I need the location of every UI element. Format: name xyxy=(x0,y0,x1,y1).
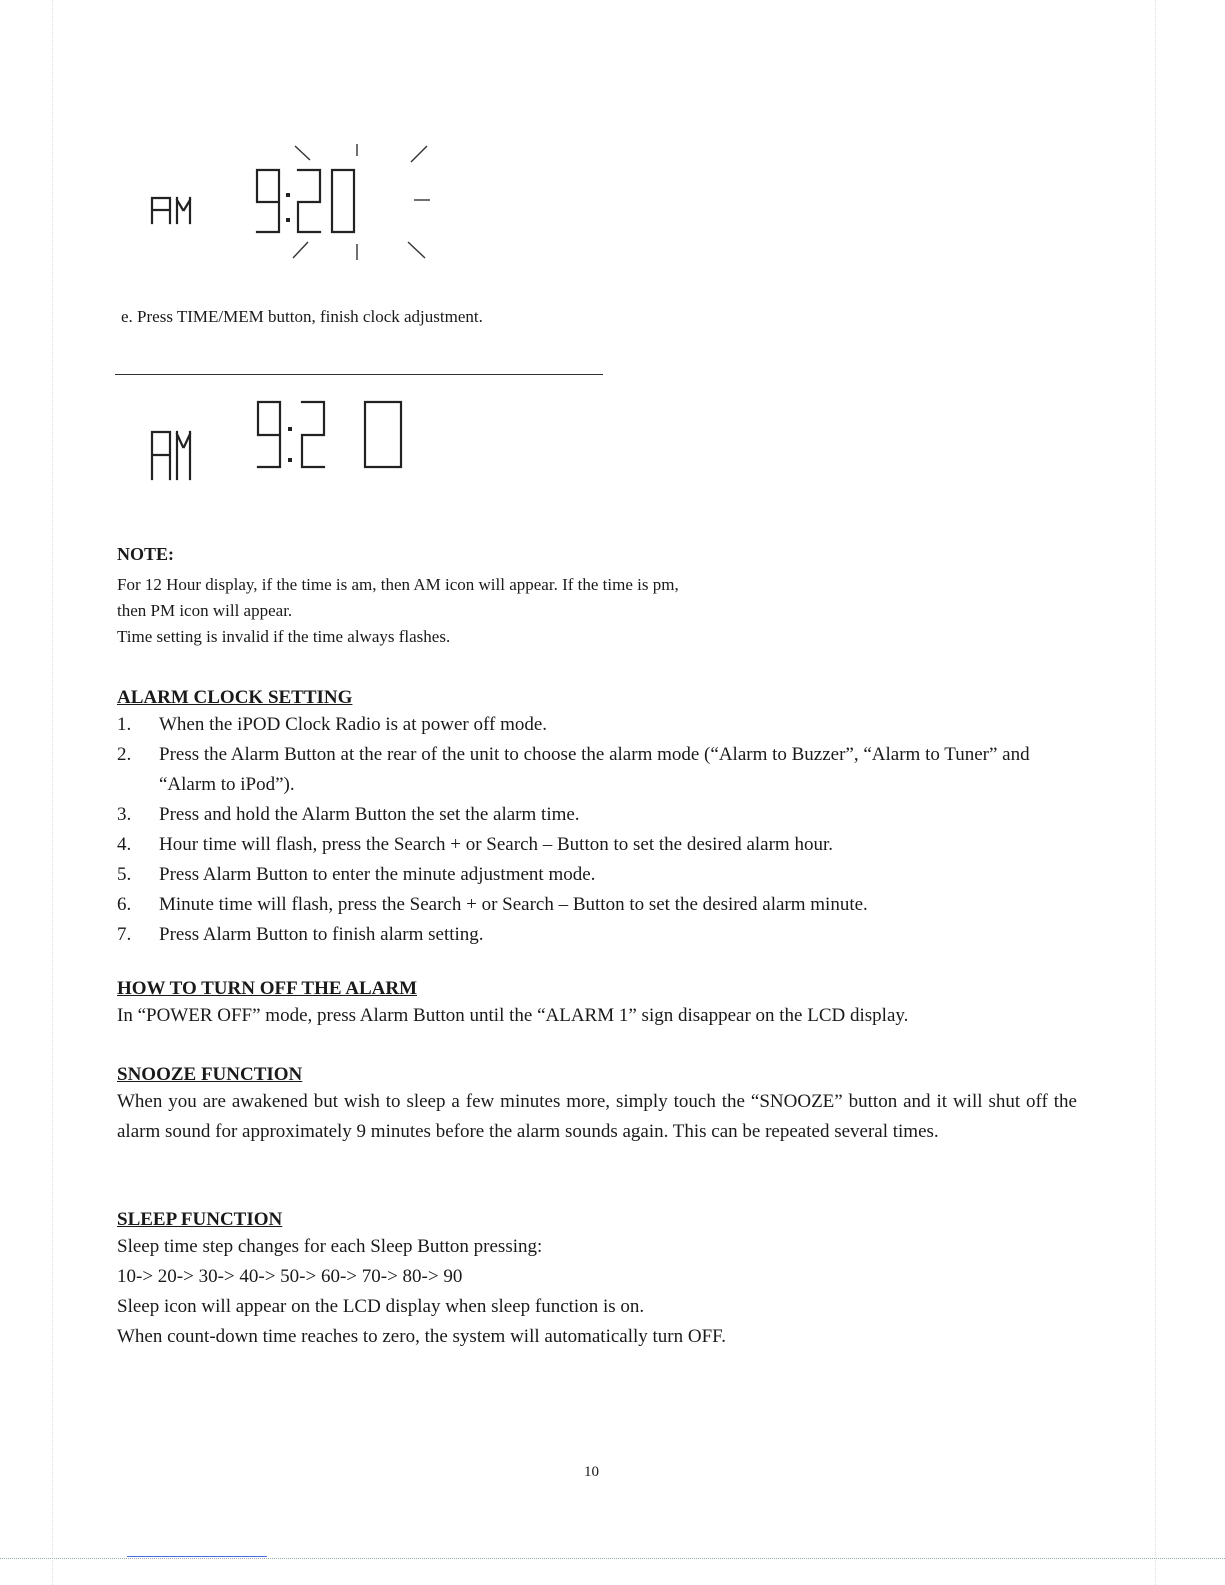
digit-2-icon xyxy=(302,402,324,467)
page-bottom-edge xyxy=(0,1558,1225,1559)
digit-0-icon xyxy=(332,170,354,232)
section-heading: HOW TO TURN OFF THE ALARM xyxy=(117,978,418,999)
step-text: Press Alarm Button to enter the minute adjustment mode. xyxy=(159,864,596,885)
am-indicator-icon xyxy=(152,432,190,479)
section-text: When you are awakened but wish to sleep a few minutes more, simply touch the “SNOOZE” button and it will shut off the alarm sound for approximately 9 minutes before the alarm sounds again. This can be repeated several times. xyxy=(117,1091,1077,1142)
section-heading: SLEEP FUNCTION xyxy=(117,1209,283,1230)
sleep-function-section xyxy=(117,1208,1077,1352)
list-item xyxy=(117,920,1077,950)
section-line: When count-down time reaches to zero, the system will automatically turn OFF. xyxy=(117,1326,726,1347)
digit-9-icon xyxy=(257,170,279,232)
step-text: Press Alarm Button to finish alarm setting. xyxy=(159,924,484,945)
snooze-function-section xyxy=(117,1063,1077,1147)
am-indicator-icon xyxy=(152,198,190,223)
list-item xyxy=(117,800,1077,830)
lcd-9-20-flashing-graphic xyxy=(140,140,440,270)
step-number: 3. xyxy=(117,804,132,825)
lcd-display-steady xyxy=(140,395,440,485)
note-line: then PM icon will appear. xyxy=(117,601,293,620)
alarm-clock-setting-section xyxy=(117,686,1077,950)
step-number: 6. xyxy=(117,894,132,915)
digit-0-icon xyxy=(365,402,401,467)
note-line: For 12 Hour display, if the time is am, then AM icon will appear. If the time is pm, xyxy=(117,575,679,594)
section-line: 10-> 20-> 30-> 40-> 50-> 60-> 70-> 80-> 90 xyxy=(117,1266,463,1287)
step-number: 7. xyxy=(117,924,132,945)
step-text: Minute time will flash, press the Search + or Search – Button to set the desired alarm minute. xyxy=(159,894,868,915)
turn-off-alarm-section xyxy=(117,977,1077,1031)
section-line: Sleep icon will appear on the LCD display when sleep function is on. xyxy=(117,1296,645,1317)
digit-9-icon xyxy=(258,402,280,467)
step-number: 1. xyxy=(117,714,132,735)
step-text: Press the Alarm Button at the rear of the unit to choose the alarm mode (“Alarm to Buzzer”, “Alarm to Tuner” and “Alarm to iPod”). xyxy=(159,744,1030,795)
lcd-9-20-steady-graphic xyxy=(140,395,440,485)
step-text: Hour time will flash, press the Search + or Search – Button to set the desired alarm hour. xyxy=(159,834,833,855)
section-text: In “POWER OFF” mode, press Alarm Button until the “ALARM 1” sign disappear on the LCD display. xyxy=(117,1005,909,1026)
section-heading: SNOOZE FUNCTION xyxy=(117,1064,303,1085)
page-edge-right xyxy=(1155,0,1156,1585)
step-text: Press and hold the Alarm Button the set the alarm time. xyxy=(159,804,580,825)
section-line: Sleep time step changes for each Sleep Button pressing: xyxy=(117,1236,543,1257)
list-item xyxy=(117,710,1077,740)
step-number: 5. xyxy=(117,864,132,885)
list-item xyxy=(117,890,1077,920)
step-e-instruction: e. Press TIME/MEM button, finish clock adjustment. xyxy=(121,307,483,326)
note-section xyxy=(117,542,1017,650)
list-item xyxy=(117,830,1077,860)
step-number: 4. xyxy=(117,834,132,855)
step-text: When the iPOD Clock Radio is at power off mode. xyxy=(159,714,548,735)
step-number: 2. xyxy=(117,744,132,765)
section-heading: ALARM CLOCK SETTING xyxy=(117,687,353,708)
lcd-display-flashing xyxy=(140,140,440,270)
alarm-steps-list xyxy=(117,710,1077,950)
list-item xyxy=(117,740,1077,800)
list-item xyxy=(117,860,1077,890)
digit-2-icon xyxy=(298,170,320,232)
divider-line xyxy=(115,374,603,375)
note-line: Time setting is invalid if the time always flashes. xyxy=(117,627,451,646)
note-heading: NOTE: xyxy=(117,544,175,564)
page-bottom-marker xyxy=(127,1556,267,1557)
page-edge-left xyxy=(52,0,53,1585)
page-number: 10 xyxy=(584,1464,599,1480)
